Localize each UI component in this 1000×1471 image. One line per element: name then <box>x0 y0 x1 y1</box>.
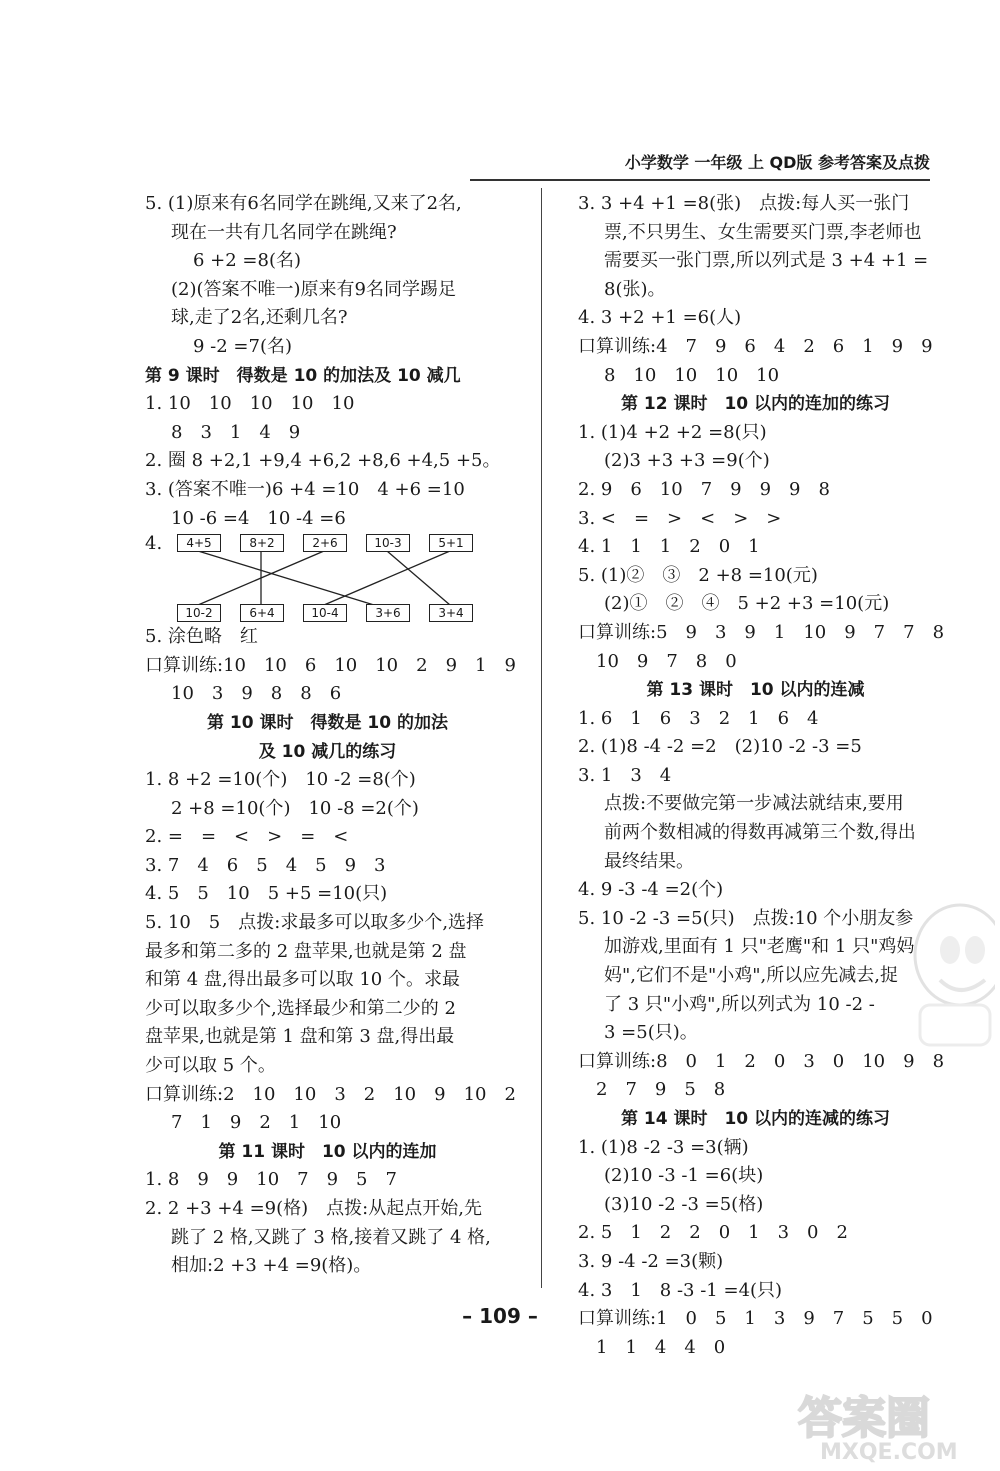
answer-line: 现在一共有几名同学在跳绳? <box>171 221 397 243</box>
answer-line: 口算训练:10 10 6 10 10 2 9 1 9 <box>145 654 516 676</box>
lesson-heading: 第 9 课时 得数是 10 的加法及 10 减几 <box>145 365 461 386</box>
answer-line: 5. (1)② ③ 2 +8 =10(元) <box>578 564 818 586</box>
answer-line: 口算训练:5 9 3 9 1 10 9 7 7 8 <box>578 621 945 643</box>
answer-line: 票,不只男生、女生需要买门票,李老师也 <box>604 221 922 243</box>
answer-line: 2. 9 6 10 7 9 9 9 8 <box>578 478 830 500</box>
answer-line: 盘苹果,也就是第 1 盘和第 3 盘,得出最 <box>145 1026 455 1048</box>
answer-line: 4. 3 +2 +1 =6(人) <box>578 307 742 329</box>
column-divider <box>541 188 542 1288</box>
top-box-3: 2+6 <box>303 534 347 552</box>
answer-line: 相加:2 +3 +4 =9(格)。 <box>171 1255 372 1277</box>
answer-line: 2. 2 +3 +4 =9(格) 点拨:从起点开始,先 <box>145 1198 482 1219</box>
answer-line: 跳了 2 格,又跳了 3 格,接着又跳了 4 格, <box>171 1226 491 1248</box>
answer-line: 8 3 1 4 9 <box>171 421 301 443</box>
watermark-line1: 答案圈 <box>798 1393 930 1444</box>
answer-line: 3. < = > < > > <box>578 507 782 529</box>
top-box-5: 5+1 <box>429 534 473 552</box>
lesson-heading: 及 10 减几的练习 <box>258 741 397 762</box>
answer-line: 9 -2 =7(名) <box>193 335 293 357</box>
answer-line: 5. 10 5 点拨:求最多可以取多少个,选择 <box>145 912 485 934</box>
answer-line: 最多和第二多的 2 盘苹果,也就是第 2 盘 <box>145 940 467 962</box>
answer-line: 4. 5 5 10 5 +5 =10(只) <box>145 883 388 905</box>
lesson-heading: 第 10 课时 得数是 10 的加法 <box>207 712 448 733</box>
answer-line: (3)10 -2 -3 =5(格) <box>604 1193 764 1215</box>
lesson-heading: 第 14 课时 10 以内的连减的练习 <box>620 1109 891 1129</box>
answer-line: 妈",它们不是"小鸡",所以应先减去,捉 <box>604 965 899 987</box>
answer-line: 4. 3 1 8 -3 -1 =4(只) <box>578 1279 783 1301</box>
lesson-heading: 第 12 课时 10 以内的连加的练习 <box>620 394 891 415</box>
watermark-line2: MXQE.COM <box>820 1440 958 1465</box>
answer-line: 8 10 10 10 10 <box>604 364 780 386</box>
answer-line: 口算训练:1 0 5 1 3 9 7 5 5 0 <box>578 1308 933 1330</box>
answer-line: 前两个数相减的得数再减第三个数,得出 <box>604 822 916 844</box>
answer-line: 6 +2 =8(名) <box>193 250 302 272</box>
answer-line: 口算训练:4 7 9 6 4 2 6 1 9 9 <box>578 335 933 357</box>
answer-line: 2 7 9 5 8 <box>596 1079 726 1101</box>
answer-line: 2. = = < > = < <box>145 826 349 848</box>
bottom-box-1: 10-2 <box>177 604 221 622</box>
answer-line: 10 3 9 8 8 6 <box>171 683 342 705</box>
top-box-1: 4+5 <box>177 534 221 552</box>
answer-line: 球,走了2名,还剩几名? <box>171 307 348 329</box>
answer-line: 需要买一张门票,所以列式是 3 +4 +1 = <box>604 250 929 272</box>
left-column <box>145 190 516 1281</box>
answer-line: 3 =5(只)。 <box>604 1022 698 1044</box>
answer-line: 点拨:不要做完第一步减法就结束,要用 <box>604 793 904 815</box>
watermark-logo <box>790 1385 990 1465</box>
answer-line: 2. 5 1 2 2 0 1 3 0 2 <box>578 1222 848 1244</box>
answer-line: 3. (答案不唯一)6 +4 =10 4 +6 =10 <box>145 478 465 500</box>
answer-line: 5. 10 -2 -3 =5(只) 点拨:10 个小朋友参 <box>578 907 914 929</box>
bottom-box-5: 3+4 <box>429 604 473 622</box>
answer-line: (2)3 +3 +3 =9(个) <box>604 450 770 472</box>
answer-line: 1. 8 +2 =10(个) 10 -2 =8(个) <box>145 769 416 791</box>
answer-line: 了 3 只"小鸡",所以列式为 10 -2 - <box>604 993 875 1015</box>
bottom-box-2: 6+4 <box>240 604 284 622</box>
running-header: 小学数学 一年级 上 QD版 参考答案及点拨 <box>470 150 930 181</box>
answer-line: 5. 涂色略 红 <box>145 626 258 648</box>
answer-line: 2. 圈 8 +2,1 +9,4 +6,2 +8,6 +4,5 +5。 <box>145 450 501 472</box>
lesson-heading: 第 11 课时 10 以内的连加 <box>218 1141 437 1162</box>
answer-line: 8(张)。 <box>604 278 666 300</box>
answer-line: 和第 4 盘,得出最多可以取 10 个。求最 <box>145 969 460 991</box>
answer-line: 3. 3 +4 +1 =8(张) 点拨:每人买一张门 <box>578 193 910 214</box>
diagram-number: 4. <box>145 533 163 555</box>
mascot-illustration <box>905 900 995 1050</box>
answer-line: 2 +8 =10(个) 10 -8 =2(个) <box>171 797 419 819</box>
answer-line: 最终结果。 <box>604 850 694 872</box>
answer-line: 1. 6 1 6 3 2 1 6 4 <box>578 707 819 729</box>
answer-line: 口算训练:8 0 1 2 0 3 0 10 9 8 <box>578 1050 945 1072</box>
answer-line: 1. (1)4 +2 +2 =8(只) <box>578 421 767 443</box>
answer-line: 10 9 7 8 0 <box>596 650 737 672</box>
answer-line: 少可以取 5 个。 <box>145 1055 276 1077</box>
answer-line: 口算训练:2 10 10 3 2 10 9 10 2 <box>145 1083 516 1105</box>
right-column-lines <box>578 190 945 1362</box>
answer-line: 1. (1)8 -2 -3 =3(辆) <box>578 1136 749 1158</box>
answer-line: 5. (1)原来有6名同学在跳绳,又来了2名, <box>145 193 462 214</box>
answer-line: 4. 9 -3 -4 =2(个) <box>578 879 724 901</box>
answer-line: 1. 8 9 9 10 7 9 5 7 <box>145 1169 397 1191</box>
answer-line: (2)(答案不唯一)原来有9名同学踢足 <box>171 278 456 300</box>
answer-line: 少可以取多少个,选择最少和第二少的 2 <box>145 997 456 1019</box>
answer-line: 3. 9 -4 -2 =3(颗) <box>578 1250 724 1272</box>
lesson-heading: 第 13 课时 10 以内的连减 <box>646 680 865 701</box>
answer-line: 2. (1)8 -4 -2 =2 (2)10 -2 -3 =5 <box>578 736 862 758</box>
bottom-box-3: 10-4 <box>303 604 347 622</box>
matching-diagram <box>145 533 510 623</box>
top-box-2: 8+2 <box>240 534 284 552</box>
answer-line: (2)10 -3 -1 =6(块) <box>604 1165 764 1187</box>
answer-line: 3. 7 4 6 5 4 5 9 3 <box>145 854 386 876</box>
answer-line: 3. 1 3 4 <box>578 764 672 786</box>
top-box-4: 10-3 <box>366 534 410 552</box>
answer-line: 1 1 4 4 0 <box>596 1336 726 1358</box>
answer-line: 10 -6 =4 10 -4 =6 <box>171 507 346 529</box>
answer-line: 7 1 9 2 1 10 <box>171 1112 342 1134</box>
answer-line: (2)① ② ④ 5 +2 +3 =10(元) <box>604 593 890 615</box>
left-column-part-b <box>145 623 516 1281</box>
answer-line: 1. 10 10 10 10 10 <box>145 393 355 415</box>
bottom-box-4: 3+6 <box>366 604 410 622</box>
answer-line: 加游戏,里面有 1 只"老鹰"和 1 只"鸡妈 <box>604 936 915 958</box>
answer-line: 4. 1 1 1 2 0 1 <box>578 536 760 558</box>
page-number: – 109 – <box>462 1304 538 1328</box>
left-column-part-a <box>145 190 510 533</box>
right-column <box>578 190 945 1362</box>
